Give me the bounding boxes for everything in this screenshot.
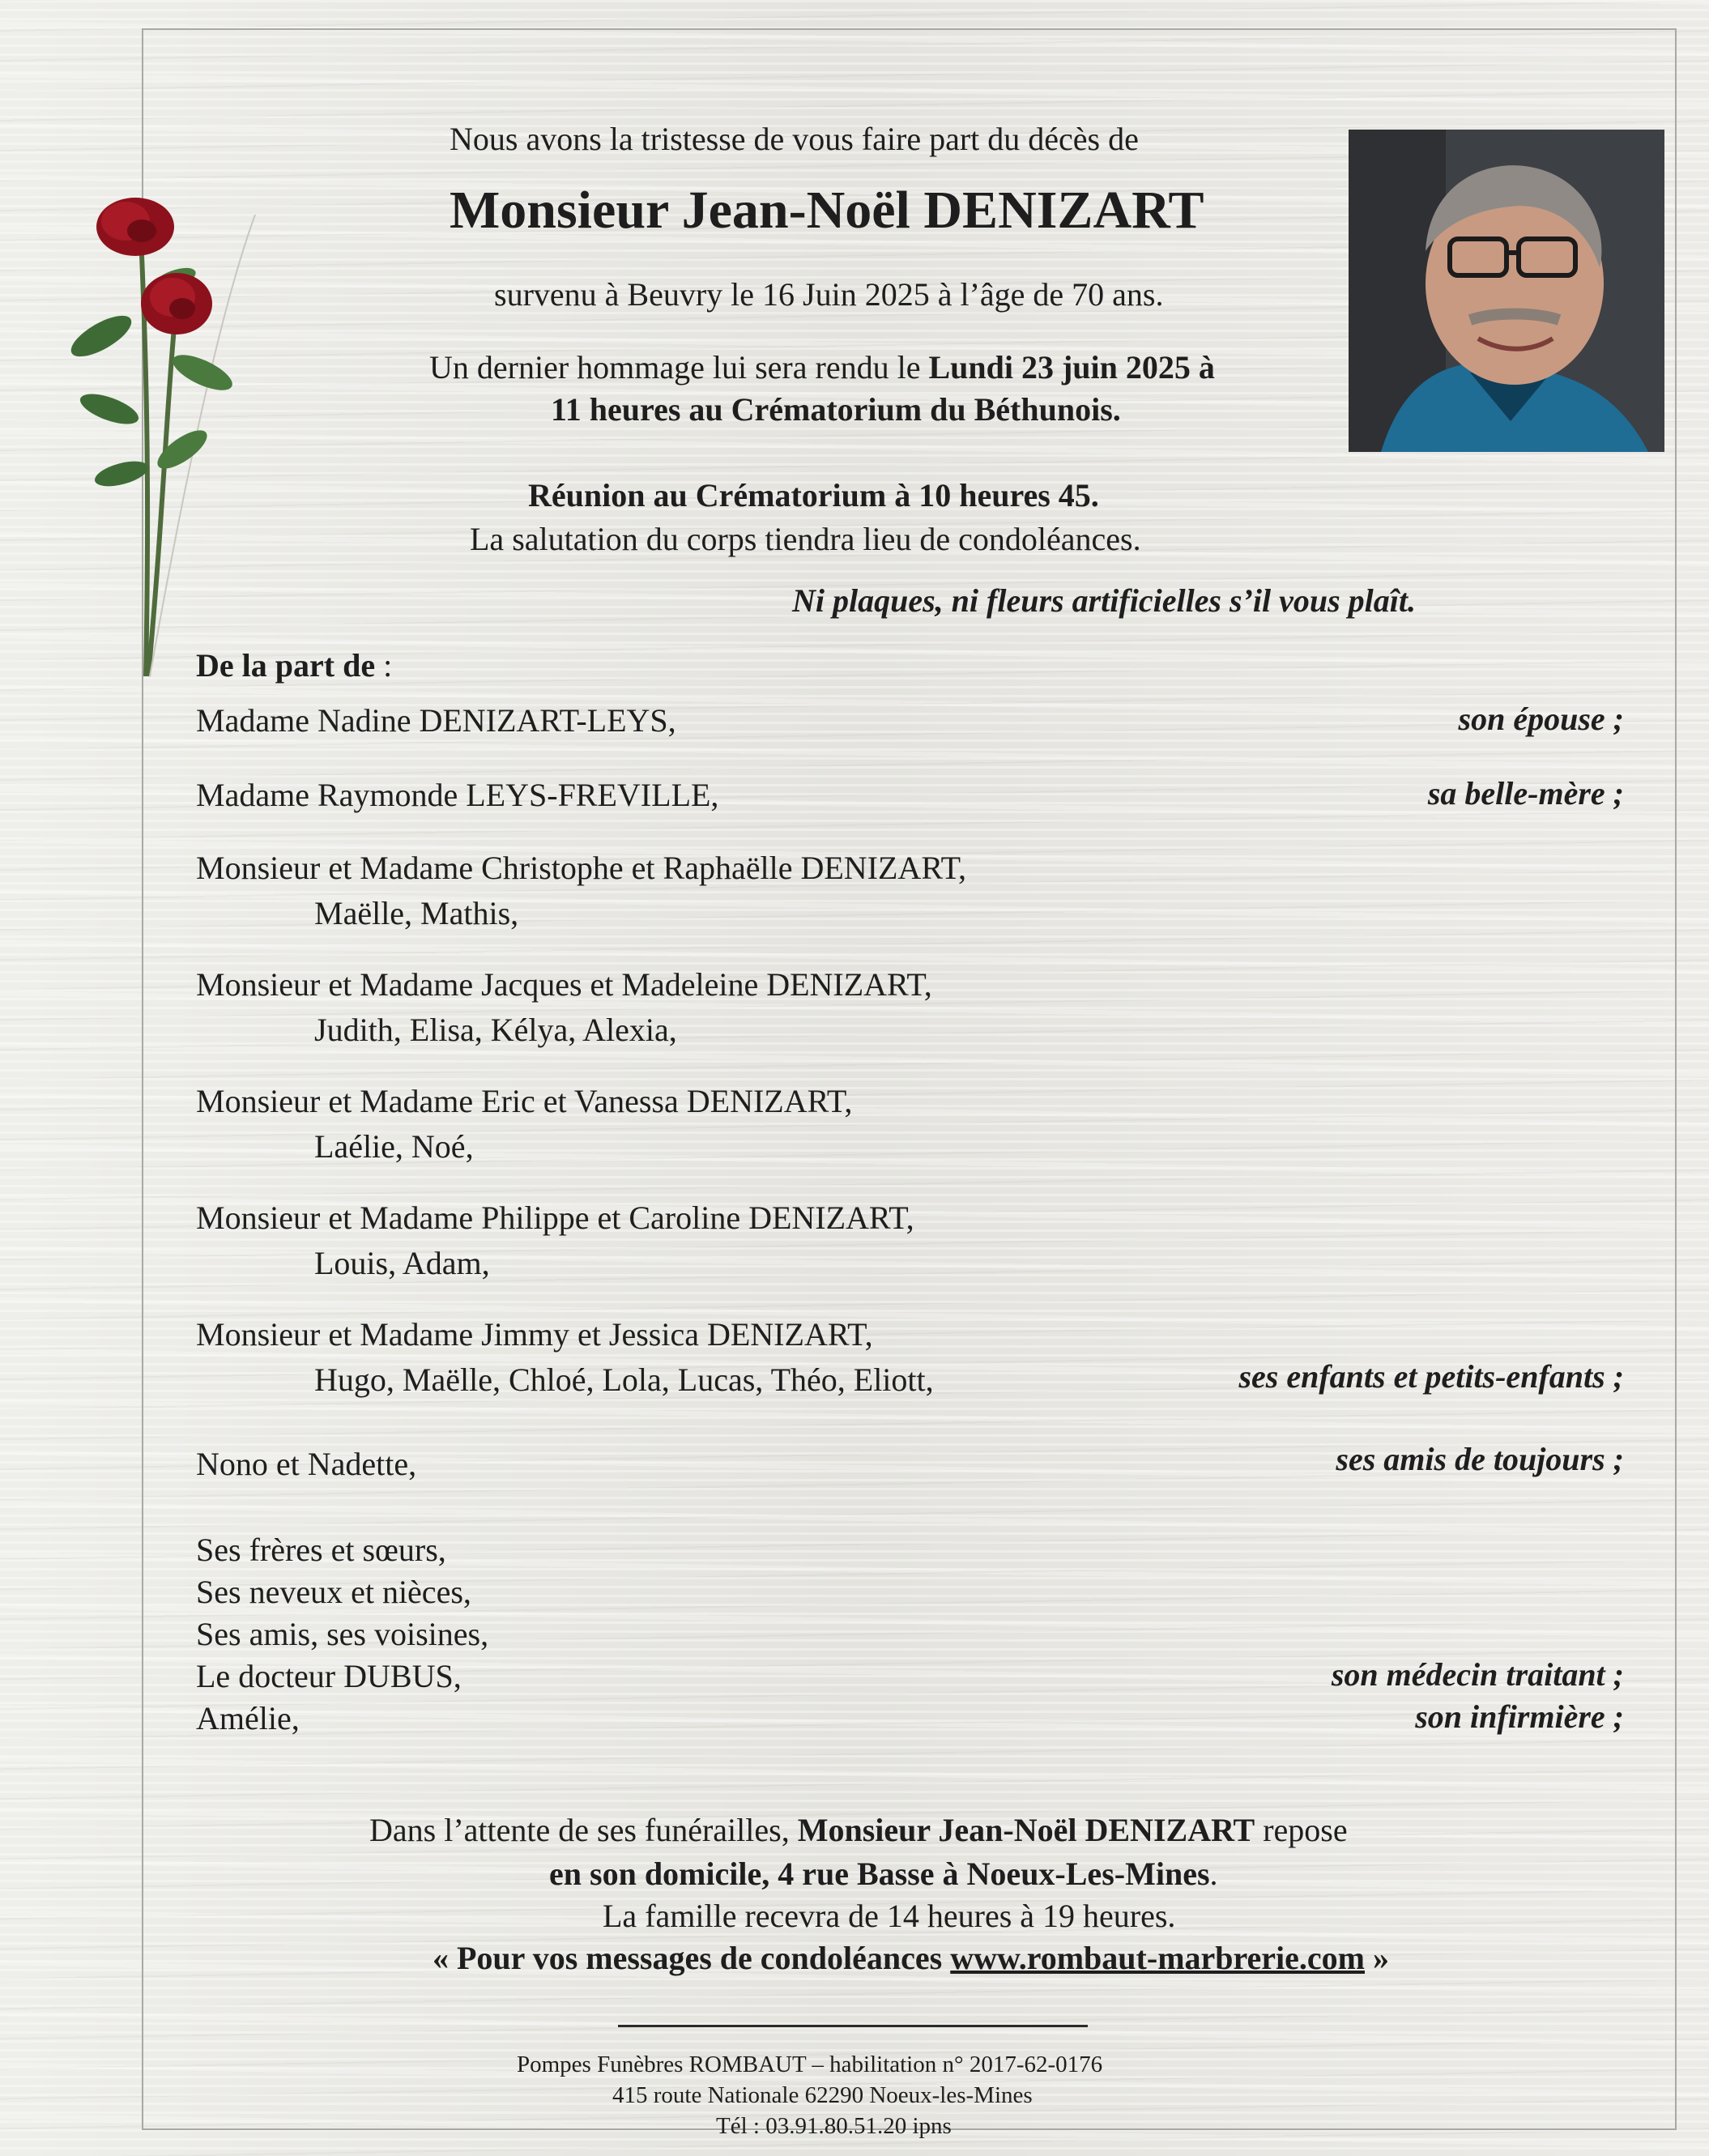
wake-prefix: Dans l’attente de ses funérailles, xyxy=(369,1812,798,1848)
wake-suffix: repose xyxy=(1255,1812,1348,1848)
family-name: Monsieur et Madame Jimmy et Jessica DENIZART, xyxy=(196,1316,873,1353)
visiting-hours: La famille recevra de 14 heures à 19 heures. xyxy=(603,1898,1176,1934)
footer-line-2: 415 route Nationale 62290 Noeux-les-Mines xyxy=(612,2082,1033,2108)
family-name: Nono et Nadette, xyxy=(196,1446,417,1482)
hommage-prefix: Un dernier hommage lui sera rendu le xyxy=(429,349,929,386)
portrait-photo xyxy=(1349,130,1664,452)
deceased-name: Monsieur Jean-Noël DENIZART xyxy=(450,181,1204,240)
hommage-line xyxy=(429,348,1215,387)
family-children: Laélie, Noé, xyxy=(314,1128,474,1165)
death-line: survenu à Beuvry le 16 Juin 2025 à l’âge de 70 ans. xyxy=(494,276,1164,313)
from-label: De la part de xyxy=(196,647,376,684)
from-colon: : xyxy=(375,647,393,684)
other-name: Ses neveux et nièces, xyxy=(196,1574,471,1610)
rose-illustration xyxy=(45,190,279,692)
no-flowers-line: Ni plaques, ni fleurs artificielles s’il vous plaît. xyxy=(792,582,1417,619)
family-name: Monsieur et Madame Philippe et Caroline DENIZART, xyxy=(196,1199,914,1236)
family-relation: son épouse ; xyxy=(1458,701,1624,737)
footer-line-3: Tél : 03.91.80.51.20 ipns xyxy=(716,2113,952,2139)
other-name: Le docteur DUBUS, xyxy=(196,1658,462,1694)
family-relation: sa belle-mère ; xyxy=(1427,775,1624,812)
family-name: Monsieur et Madame Eric et Vanessa DENIZART, xyxy=(196,1083,853,1119)
family-children: Louis, Adam, xyxy=(314,1245,490,1281)
other-name: Ses frères et sœurs, xyxy=(196,1532,446,1568)
wake-location-end: . xyxy=(1209,1856,1218,1892)
other-relation: son infirmière ; xyxy=(1415,1698,1624,1735)
family-children: Judith, Elisa, Kélya, Alexia, xyxy=(314,1012,677,1048)
family-name: Monsieur et Madame Jacques et Madeleine DENIZART, xyxy=(196,966,932,1003)
family-children: Hugo, Maëlle, Chloé, Lola, Lucas, Théo, Eliott, xyxy=(314,1361,934,1398)
messages-suffix: » xyxy=(1365,1940,1389,1976)
other-relation: son médecin traitant ; xyxy=(1331,1656,1624,1693)
messages-line xyxy=(433,1939,1389,1978)
other-name: Ses amis, ses voisines, xyxy=(196,1616,489,1652)
website-link[interactable]: www.rombaut-marbrerie.com xyxy=(950,1940,1365,1976)
family-name: Madame Raymonde LEYS-FREVILLE, xyxy=(196,777,719,813)
family-name: Monsieur et Madame Christophe et Raphaëlle DENIZART, xyxy=(196,850,967,886)
messages-prefix: « Pour vos messages de condoléances xyxy=(433,1940,951,1976)
hommage-date: Lundi 23 juin 2025 à xyxy=(928,349,1215,386)
wake-location: en son domicile, 4 rue Basse à Noeux-Les-Mines xyxy=(549,1856,1210,1892)
footer-separator xyxy=(618,2025,1088,2027)
from-line xyxy=(196,646,392,685)
family-relation: ses amis de toujours ; xyxy=(1336,1441,1624,1477)
family-children: Maëlle, Mathis, xyxy=(314,895,519,931)
other-name: Amélie, xyxy=(196,1700,300,1736)
reunion-line: Réunion au Crématorium à 10 heures 45. xyxy=(528,477,1099,513)
intro-text: Nous avons la tristesse de vous faire part du décès de xyxy=(450,121,1139,157)
wake-line xyxy=(369,1811,1348,1850)
wake-location-line xyxy=(549,1855,1218,1894)
family-name: Madame Nadine DENIZART-LEYS, xyxy=(196,702,676,739)
salutation-line: La salutation du corps tiendra lieu de condoléances. xyxy=(470,521,1141,557)
family-relation: ses enfants et petits-enfants ; xyxy=(1238,1358,1624,1395)
wake-name: Monsieur Jean-Noël DENIZART xyxy=(797,1812,1255,1848)
footer-line-1: Pompes Funèbres ROMBAUT – habilitation n° 2017-62-0176 xyxy=(517,2052,1103,2077)
hommage-place: 11 heures au Crématorium du Béthunois. xyxy=(551,391,1121,428)
